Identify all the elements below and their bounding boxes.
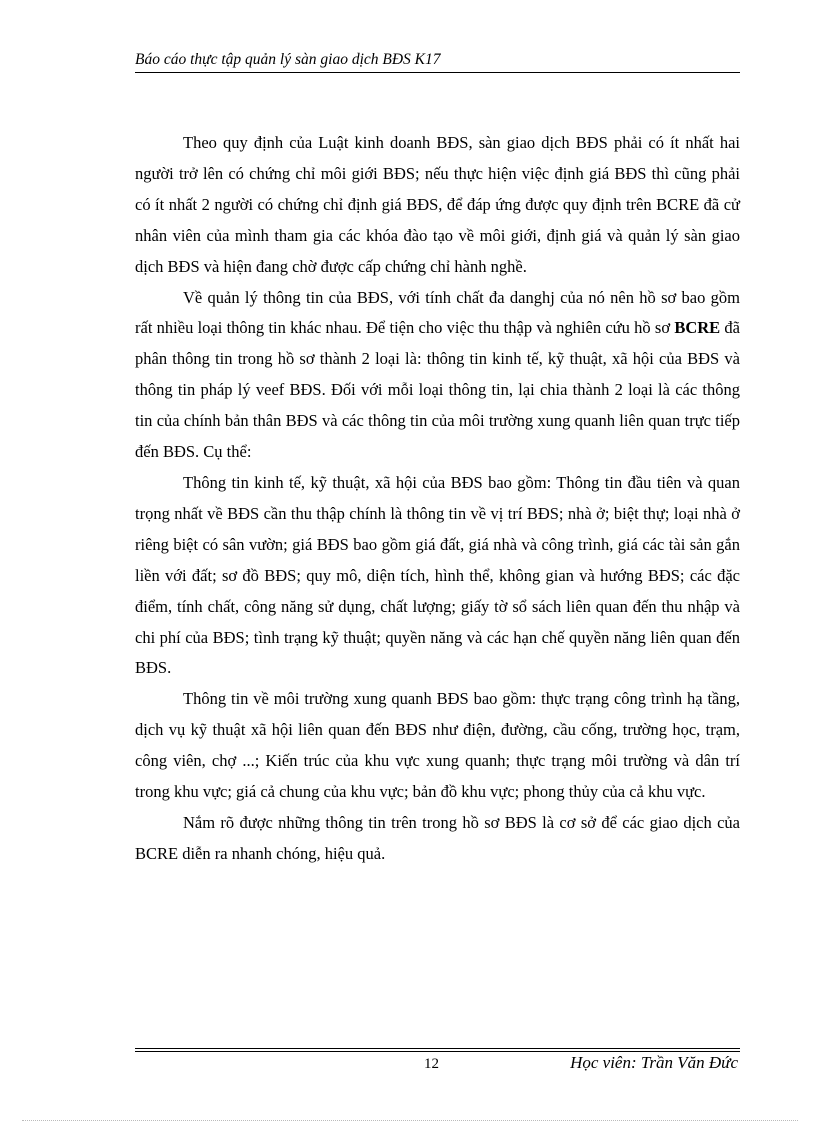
running-header: Báo cáo thực tập quản lý sàn giao dịch BĐS K17 [135,50,740,73]
paragraph-text: Thông tin kinh tế, kỹ thuật, xã hội của BĐS bao gồm: Thông tin đầu tiên và quan trọng nhất về BĐS cần thu thập chính là thông tin về vị trí BĐS; nhà ở; biệt thự; loại nhà ở riêng biệt có sân vườn; giá BĐS bao gồm giá đất, giá nhà và công trình, giá các tài sản gắn liền với đất; sơ đồ BĐS; quy mô, diện tích, hình thể, không gian và hướng BĐS; các đặc điểm, tính chất, công năng sử dụng, chất lượng; giấy tờ sổ sách liên quan đến thu nhập và chi phí của BĐS; tình trạng kỹ thuật; quyền năng và các hạn chế quyền năng liên quan đến BĐS. [135,472,740,678]
paragraph-text: đã phân thông tin trong hồ sơ thành 2 loại là: thông tin kinh tế, kỹ thuật, xã hội của BĐS và thông tin pháp lý veef BĐS. Đối với mỗi loại thông tin, lại chia thành 2 loại là các thông tin của chính bản thân BĐS và các thông tin của môi trường xung quanh liên quan trực tiếp đến BĐS. Cụ thể: [135,318,740,462]
page-edge-divider [22,1120,798,1121]
paragraph-text: Thông tin về môi trường xung quanh BĐS bao gồm: thực trạng công trình hạ tầng, dịch vụ kỹ thuật xã hội liên quan đến BĐS như điện, đường, cầu cống, trường học, trạm, công viên, chợ ...; Kiến trúc của khu vực xung quanh; thực trạng môi trường và dân trí trong khu vực; giá cả chung của khu vực; bản đồ khu vực; phong thủy của cả khu vực. [135,689,740,802]
page-number: 12 [424,1056,439,1072]
bold-term: BCRE [674,318,721,338]
paragraph-text: Về quản lý thông tin của BĐS, với tính chất đa danghj của nó nên hồ sơ bao gồm rất nhiều loại thông tin khác nhau. Để tiện cho việc thu thập và nghiên cứu hồ sơ [135,287,740,338]
paragraph-text: Theo quy định của Luật kinh doanh BĐS, sàn giao dịch BĐS phải có ít nhất hai người trở lên có chứng chỉ môi giới BĐS; nếu thực hiện việc định giá BĐS thì cũng phải có ít nhất 2 người có chứng chỉ định giá BĐS, để đáp ứng được quy định trên BCRE đã cử nhân viên của mình tham gia các khóa đào tạo về môi giới, định giá và quản lý sàn giao dịch BĐS và hiện đang chờ được cấp chứng chỉ hành nghề. [135,133,740,276]
footer-rule [135,1048,740,1052]
paragraph-text: Nắm rõ được những thông tin trên trong hồ sơ BĐS là cơ sở để các giao dịch của BCRE diễn ra nhanh chóng, hiệu quả. [135,812,740,863]
paragraph-5 [135,808,740,870]
author-name: Học viên: Trần Văn Đức [570,1053,738,1072]
body-text [135,128,740,870]
paragraph-1 [135,128,740,283]
paragraph-3 [135,468,740,684]
paragraph-2 [135,283,740,468]
paragraph-4 [135,684,740,808]
